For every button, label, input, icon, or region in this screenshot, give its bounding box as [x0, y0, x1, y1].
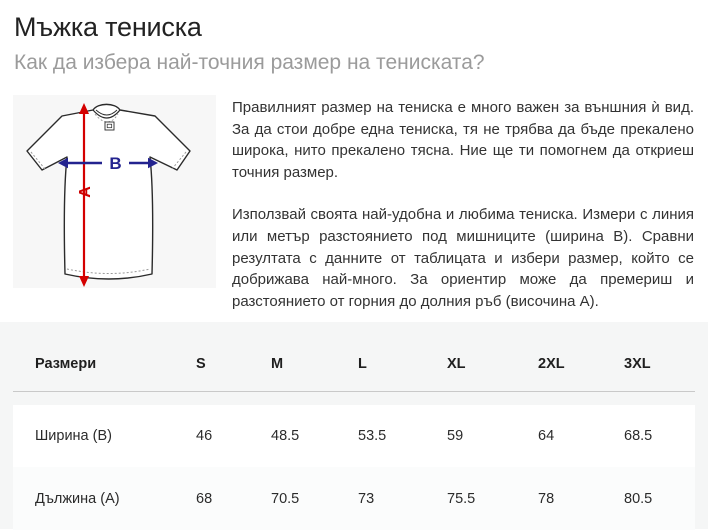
table-spacer-row [13, 392, 695, 405]
row-label-length: Дължина (A) [35, 490, 120, 507]
length-arrow-head-bottom [79, 276, 89, 287]
size-column-header-m: M [271, 322, 358, 392]
size-table-header-row [13, 322, 695, 392]
width-value-xl: 59 [447, 428, 464, 444]
tshirt-measurement-diagram [13, 95, 216, 288]
length-value-m: 70.5 [271, 490, 300, 507]
tshirt-neck-label [105, 122, 114, 130]
size-column-header-xl: XL [447, 322, 538, 392]
width-arrow-label: B [109, 154, 122, 173]
size-column-header-2xl: 2XL [538, 322, 624, 392]
size-column-header-s: S [196, 322, 271, 392]
length-value-l: 73 [358, 490, 375, 507]
length-value-2xl: 78 [538, 490, 555, 507]
tshirt-outline [27, 104, 190, 279]
size-table [13, 322, 695, 530]
width-value-l: 53.5 [358, 428, 387, 444]
table-row-length [13, 467, 695, 530]
intro-paragraph-1: Правилният размер на тениска е много важен за външния ѝ вид. За да стои добре една тениска, тя не трябва да бъде прекалено широка, нито прекалено тясна. Ние ще ти помогнем да откриеш точния размер. [232, 99, 694, 181]
width-value-3xl: 68.5 [624, 428, 653, 444]
width-value-s: 46 [196, 428, 213, 444]
length-value-3xl: 80.5 [624, 490, 653, 507]
page-subtitle: Как да избера най-точния размер на тениската? [14, 51, 485, 74]
length-value-s: 68 [196, 490, 213, 507]
length-arrow-label: A [77, 186, 94, 198]
size-table-header-sizes: Размери [13, 322, 196, 392]
tshirt-diagram-image [13, 95, 216, 288]
row-label-width: Ширина (B) [35, 428, 112, 444]
size-column-header-3xl: 3XL [624, 322, 695, 392]
width-value-2xl: 64 [538, 428, 555, 444]
page-title: Мъжка тениска [14, 12, 202, 42]
length-value-xl: 75.5 [447, 490, 476, 507]
size-column-header-l: L [358, 322, 447, 392]
intro-paragraph-2: Използвай своята най-удобна и любима тениска. Измери с линия или метър разстоянието под мишниците (ширина B). Сравни резултата с данните от таблицата и избери размер, който се добрижава най-много. За ориентир може да премериш и разстоянието от горния до долния ръб (височина А). [232, 206, 694, 310]
table-row-width [13, 405, 695, 467]
intro-text [232, 97, 694, 312]
width-value-m: 48.5 [271, 428, 300, 444]
length-arrow-head-top [79, 103, 89, 114]
size-table-section [0, 322, 708, 529]
